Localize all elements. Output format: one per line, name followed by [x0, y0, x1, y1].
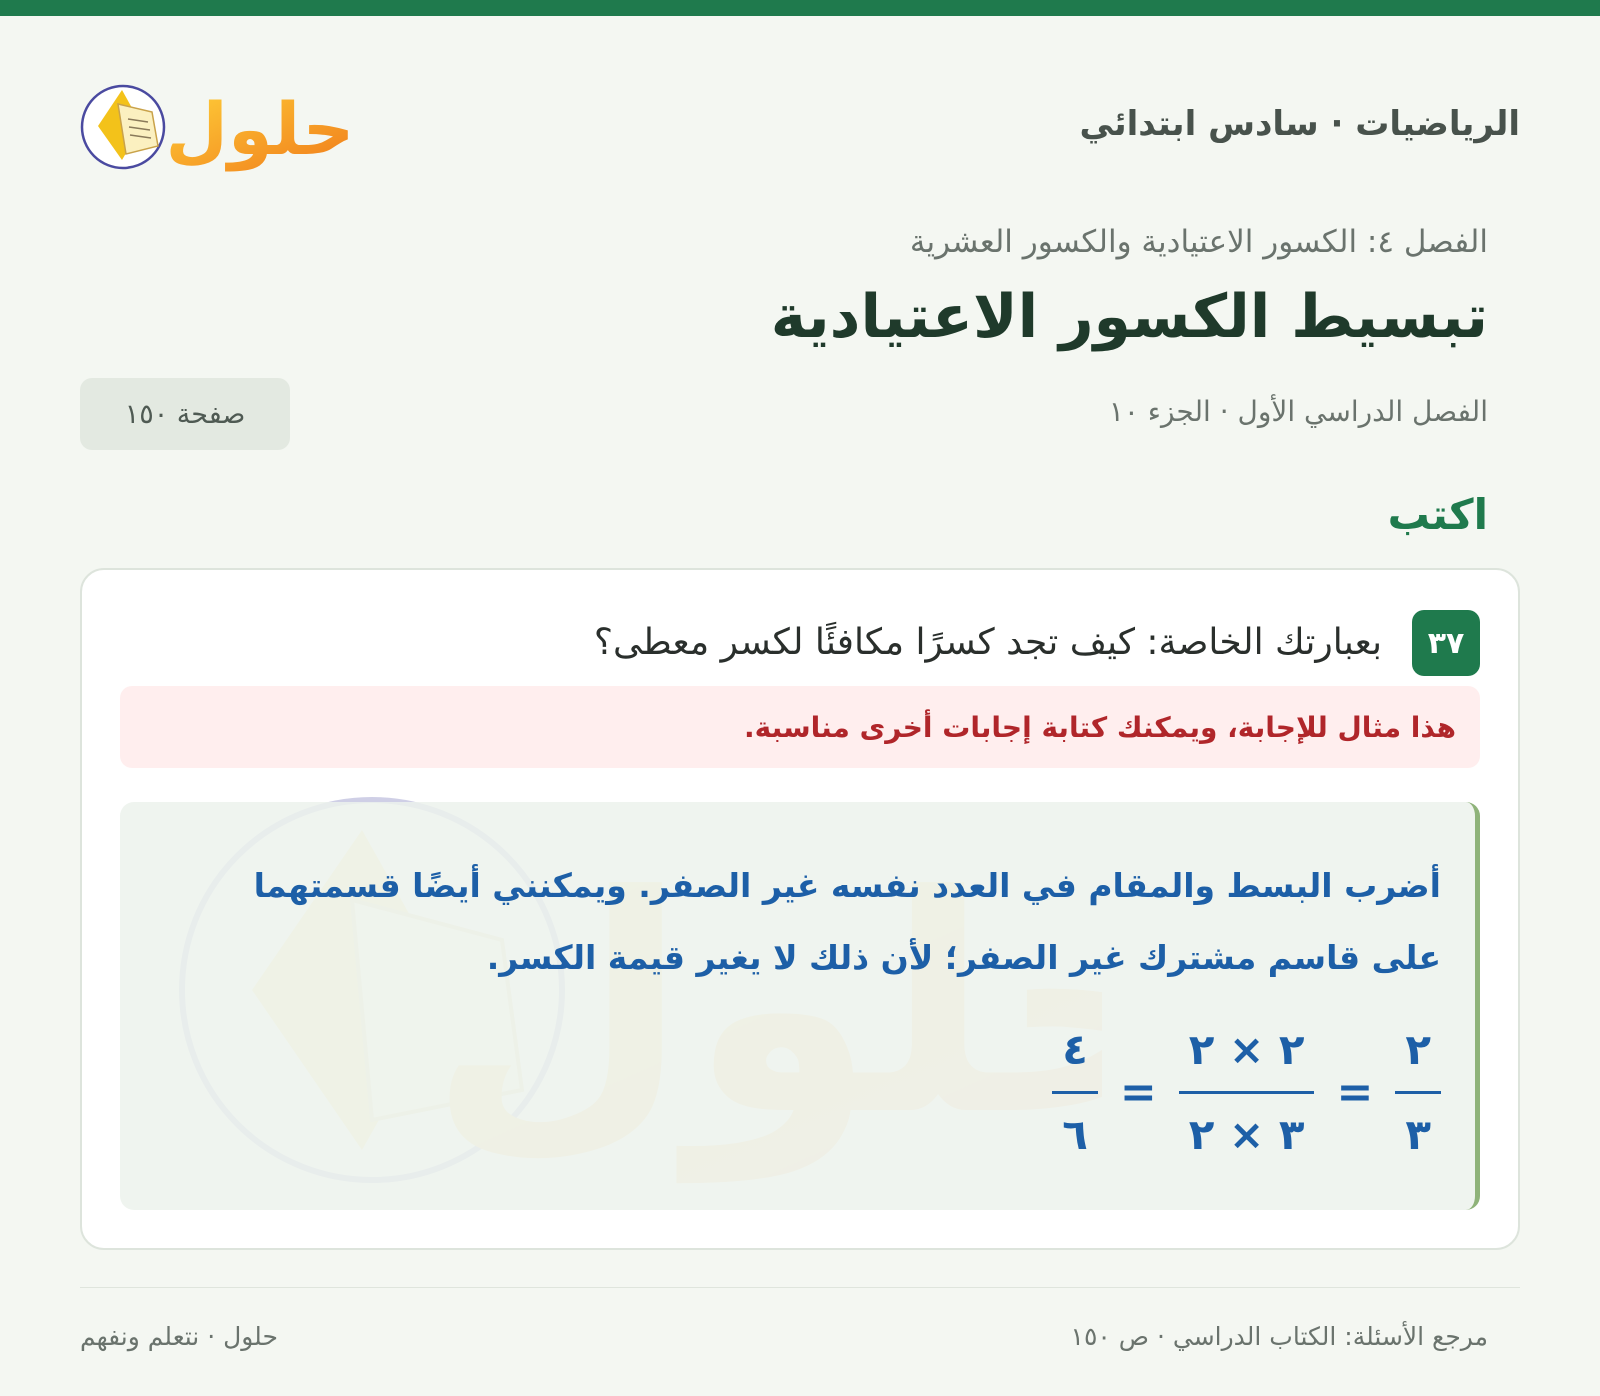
page-badge: صفحة ١٥٠: [80, 378, 290, 450]
fraction-bar: [1179, 1091, 1315, 1094]
svg-text:حلول: حلول: [165, 87, 355, 171]
fraction-four-sixths: [1052, 1019, 1098, 1166]
answer-box: [120, 802, 1480, 1210]
question-text: بعبارتك الخاصة: كيف تجد كسرًا مكافئًا لكسر معطى؟: [593, 622, 1382, 663]
answer-text: [160, 850, 1441, 994]
footer-divider: [80, 1287, 1520, 1288]
answer-line-1: أضرب البسط والمقام في العدد نفسه غير الصفر. ويمكنني أيضًا قسمتهما: [253, 866, 1441, 905]
top-accent-bar: [0, 0, 1600, 16]
fraction-multiplied: [1179, 1019, 1315, 1166]
chapter-label: الفصل ٤: الكسور الاعتيادية والكسور العشرية: [909, 224, 1488, 260]
equals-sign: =: [1336, 1066, 1374, 1118]
answer-note: هذا مثال للإجابة، ويمكنك كتابة إجابات أخرى مناسبة.: [120, 686, 1480, 768]
footer-reference: مرجع الأسئلة: الكتاب الدراسي · ص ١٥٠: [1070, 1322, 1488, 1351]
question-card: [80, 568, 1520, 1250]
question-number-badge: ٣٧: [1412, 610, 1480, 676]
footer-brand: حلول · نتعلم ونفهم: [80, 1322, 278, 1351]
fraction-bar: [1395, 1091, 1441, 1094]
subject-label: الرياضيات · سادس ابتدائي: [1079, 104, 1520, 144]
hulool-logo: [80, 64, 370, 184]
lesson-title: تبسيط الكسور الاعتيادية: [770, 282, 1488, 352]
equals-sign: =: [1119, 1066, 1157, 1118]
fraction-numerator: ٢: [1405, 1025, 1431, 1074]
header: [80, 64, 1520, 184]
fraction-numerator: ٢ × ٢: [1188, 1025, 1305, 1074]
fraction-numerator: ٤: [1062, 1025, 1088, 1074]
section-title: اكتب: [1387, 490, 1488, 539]
fraction-denominator: ٦: [1062, 1110, 1088, 1159]
fraction-equation: [1052, 1012, 1441, 1172]
semester-label: الفصل الدراسي الأول · الجزء ١٠: [1108, 395, 1488, 428]
fraction-denominator: ٣: [1405, 1110, 1431, 1159]
answer-line-2: على قاسم مشترك غير الصفر؛ لأن ذلك لا يغير قيمة الكسر.: [486, 938, 1441, 977]
fraction-two-thirds: [1395, 1019, 1441, 1166]
fraction-denominator: ٣ × ٢: [1188, 1110, 1305, 1159]
fraction-bar: [1052, 1091, 1098, 1094]
